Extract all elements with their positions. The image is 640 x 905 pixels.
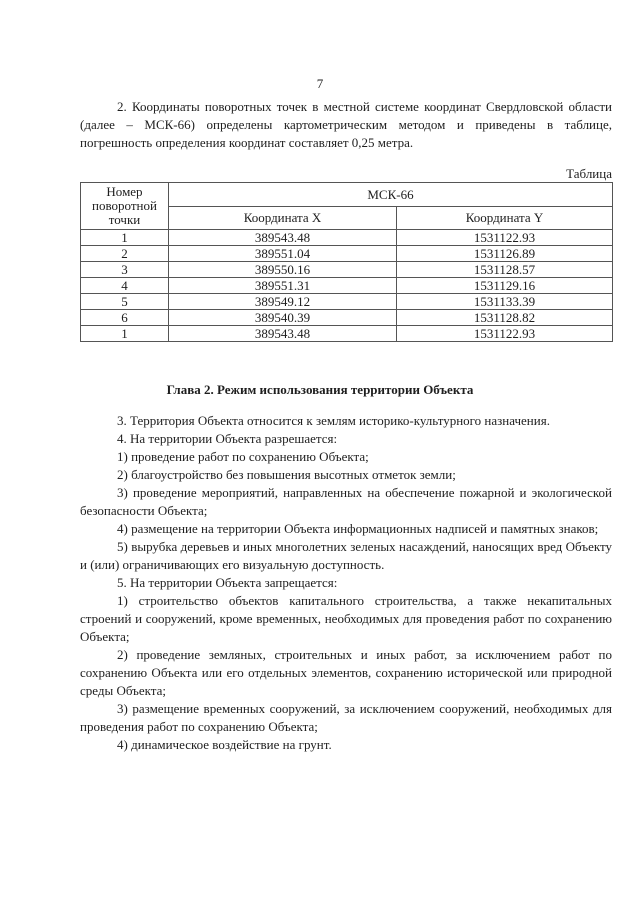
cell-coordinate-x: 389551.31 bbox=[169, 278, 397, 294]
header-coordinate-x: Координата X bbox=[169, 206, 397, 230]
header-coordinate-y: Координата Y bbox=[397, 206, 613, 230]
cell-coordinate-x: 389540.39 bbox=[169, 310, 397, 326]
cell-coordinate-y: 1531128.82 bbox=[397, 310, 613, 326]
cell-coordinate-x: 389543.48 bbox=[169, 326, 397, 342]
cell-coordinate-x: 389549.12 bbox=[169, 294, 397, 310]
cell-point-number: 1 bbox=[81, 230, 169, 246]
paragraph-allowed-heading: 4. На территории Объекта разрешается: bbox=[117, 431, 338, 446]
list-item-allowed: 1) проведение работ по сохранению Объекта; bbox=[117, 449, 369, 464]
cell-coordinate-x: 389551.04 bbox=[169, 246, 397, 262]
table-row bbox=[81, 230, 613, 246]
header-coordinate-system: МСК-66 bbox=[169, 183, 613, 207]
table-row bbox=[81, 278, 613, 294]
list-item-prohibited: 1) строительство объектов капитального строительства, а также некапитальных строений и сооружений, кроме временных, необходимых для проведения работ по сохранению Объекта; bbox=[80, 593, 612, 644]
cell-coordinate-y: 1531133.39 bbox=[397, 294, 613, 310]
list-item-allowed: 2) благоустройство без повышения высотных отметок земли; bbox=[117, 467, 456, 482]
cell-point-number: 2 bbox=[81, 246, 169, 262]
cell-coordinate-y: 1531129.16 bbox=[397, 278, 613, 294]
list-item-prohibited: 3) размещение временных сооружений, за исключением сооружений, необходимых для проведения работ по сохранению Объекта; bbox=[80, 701, 612, 734]
cell-coordinate-x: 389550.16 bbox=[169, 262, 397, 278]
paragraph-territory-category: 3. Территория Объекта относится к землям историко-культурного назначения. bbox=[117, 413, 550, 428]
table-header-row bbox=[81, 183, 613, 207]
cell-coordinate-y: 1531126.89 bbox=[397, 246, 613, 262]
table-row bbox=[81, 246, 613, 262]
cell-coordinate-y: 1531122.93 bbox=[397, 326, 613, 342]
table-row bbox=[81, 262, 613, 278]
cell-point-number: 4 bbox=[81, 278, 169, 294]
table-row bbox=[81, 294, 613, 310]
cell-coordinate-y: 1531122.93 bbox=[397, 230, 613, 246]
list-item-prohibited: 2) проведение земляных, строительных и иных работ, за исключением работ по сохранению Объекта или его отдельных элементов, сохранению исторической или природной среды Объекта; bbox=[80, 647, 612, 698]
page-number: 7 bbox=[316, 76, 324, 91]
table-row bbox=[81, 310, 613, 326]
cell-point-number: 1 bbox=[81, 326, 169, 342]
section-2-paragraph: 2. Координаты поворотных точек в местной системе координат Свердловской области (далее – МСК-66) определены картометрическим методом и приведены в таблице, погрешность определения координат составляет 0,25 метра. bbox=[80, 99, 612, 150]
list-item-allowed: 3) проведение мероприятий, направленных на обеспечение пожарной и экологической безопасности Объекта; bbox=[80, 485, 612, 518]
chapter-body bbox=[80, 412, 612, 754]
table-row bbox=[81, 326, 613, 342]
cell-point-number: 3 bbox=[81, 262, 169, 278]
cell-coordinate-x: 389543.48 bbox=[169, 230, 397, 246]
coordinates-table bbox=[80, 182, 613, 342]
cell-point-number: 5 bbox=[81, 294, 169, 310]
paragraph-prohibited-heading: 5. На территории Объекта запрещается: bbox=[117, 575, 338, 590]
cell-point-number: 6 bbox=[81, 310, 169, 326]
list-item-allowed: 4) размещение на территории Объекта информационных надписей и памятных знаков; bbox=[117, 521, 599, 536]
table-caption: Таблица bbox=[566, 166, 612, 181]
list-item-allowed: 5) вырубка деревьев и иных многолетних зеленых насаждений, наносящих вред Объекту и (или) ограничивающих его визуальную доступность. bbox=[80, 539, 612, 572]
cell-coordinate-y: 1531128.57 bbox=[397, 262, 613, 278]
list-item-prohibited: 4) динамическое воздействие на грунт. bbox=[117, 737, 332, 752]
header-point-number: Номер поворотной точки bbox=[81, 183, 169, 230]
chapter-title: Глава 2. Режим использования территории Объекта bbox=[166, 382, 474, 397]
